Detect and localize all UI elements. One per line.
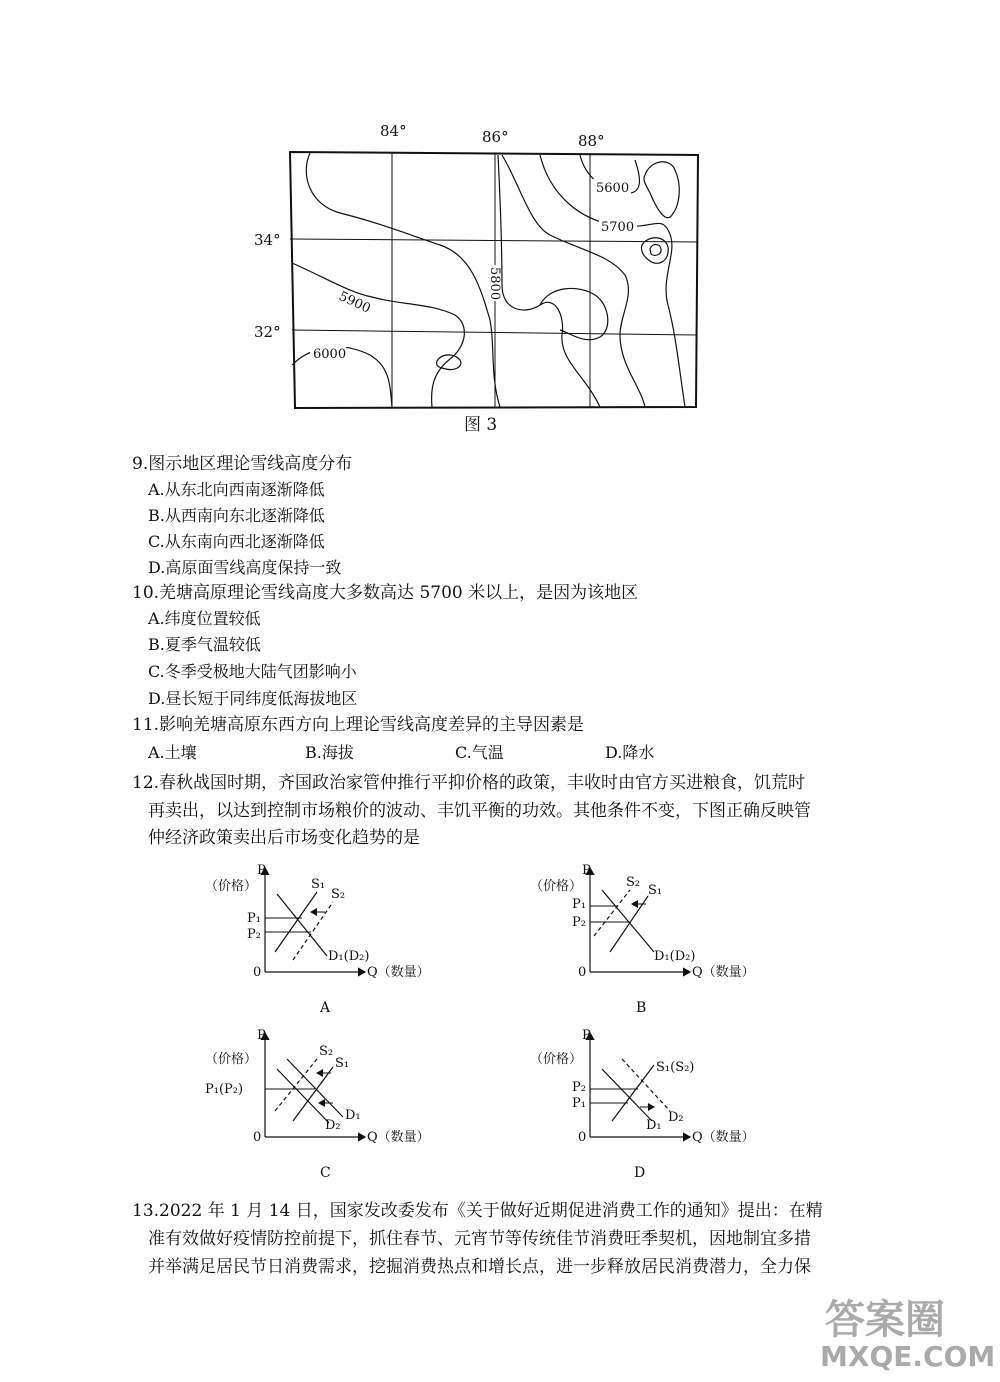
question-11-stem: 11.影响羌塘高原东西方向上理论雪线高度差异的主导因素是 — [132, 715, 585, 735]
q-axis-label: Q（数量） — [692, 965, 755, 980]
question-12-line-2: 再卖出，以达到控制市场粮价的波动、丰饥平衡的功效。其他条件不变，下图正确反映管 — [148, 801, 811, 821]
question-10-option-a: A.纬度位置较低 — [148, 609, 261, 628]
graph-d — [530, 1025, 780, 1185]
s1-label: S₁ — [648, 883, 663, 898]
d2-label: D₂ — [325, 1118, 341, 1133]
closed-contour-east-inner — [650, 245, 661, 256]
watermark-site: MXQE.COM — [820, 1340, 996, 1373]
p2-label: P₂ — [572, 1080, 586, 1095]
contour-5800a — [498, 155, 600, 407]
contour-label-5600: 5600 — [596, 181, 630, 196]
question-11-option-c: C.气温 — [455, 743, 504, 762]
question-10-option-d: D.昼长短于同纬度低海拔地区 — [148, 689, 358, 708]
figure-caption: 图 3 — [464, 415, 498, 435]
p1-label: P₁ — [247, 911, 261, 926]
question-11-option-b: B.海拔 — [305, 743, 354, 762]
graph-letter: C — [320, 1165, 331, 1181]
contour-5900b — [306, 153, 500, 407]
origin-label: 0 — [578, 1130, 587, 1145]
contour-label-6000: 6000 — [313, 347, 347, 362]
question-11-option-d: D.降水 — [605, 743, 655, 762]
s1-label: S₁ — [311, 877, 326, 892]
supply-curve — [612, 1065, 654, 1121]
price-label: （价格） — [530, 879, 583, 894]
latitude-label-34: 34° — [254, 231, 281, 249]
question-11-option-a: A.土壤 — [148, 743, 197, 762]
p-axis-label: P — [582, 863, 591, 878]
d-label: D₁(D₂) — [654, 949, 696, 964]
question-10-stem: 10.羌塘高原理论雪线高度大多数高达 5700 米以上，是因为该地区 — [132, 583, 639, 603]
contour-map — [240, 115, 710, 435]
question-13-line-2: 准有效做好疫情防控前提下，抓住春节、元宵节等传统佳节消费旺季契机，因地制宜多措 — [148, 1229, 811, 1249]
p2-label: P₂ — [572, 915, 586, 930]
graph-letter: A — [320, 1000, 331, 1016]
latitude-label-32: 32° — [254, 323, 281, 341]
graph-b — [530, 860, 780, 1020]
question-9-option-a: A.从东北向西南逐渐降低 — [148, 480, 325, 499]
p-axis-label: P — [257, 1028, 266, 1043]
graph-a — [205, 860, 455, 1020]
question-10-option-b: B.夏季气温较低 — [148, 635, 261, 654]
longitude-label-88: 88° — [578, 132, 605, 150]
d1-label: D₁ — [345, 1108, 361, 1123]
supply-curve-s2 — [293, 902, 333, 960]
s2-label: S₂ — [331, 887, 346, 902]
graph-c — [205, 1025, 455, 1185]
supply-curve-s2 — [594, 890, 630, 936]
question-12-line-1: 12.春秋战国时期，齐国政治家管仲推行平抑价格的政策，丰收时由官方买进粮食，饥荒时 — [132, 773, 806, 793]
closed-contour-south — [437, 355, 461, 370]
question-13-line-3: 并举满足居民节日消费需求，挖掘消费热点和增长点，进一步释放居民消费潜力，全力保 — [148, 1257, 811, 1277]
contour-5600b — [644, 162, 679, 218]
contour-label-5800: 5800 — [487, 267, 502, 301]
question-9-stem: 9.图示地区理论雪线高度分布 — [132, 454, 353, 474]
supply-curve-s1 — [293, 1067, 333, 1121]
s2-label: S₂ — [626, 875, 641, 890]
graph-letter: B — [636, 1000, 647, 1016]
s1-label: S₁ — [335, 1056, 350, 1071]
origin-label: 0 — [253, 965, 262, 980]
p-axis-label: P — [582, 1028, 591, 1043]
question-9-option-b: B.从西南向东北逐渐降低 — [148, 506, 325, 525]
s-label: S₁(S₂) — [656, 1060, 695, 1075]
p1-label: P₁ — [572, 1096, 586, 1111]
longitude-label-86: 86° — [482, 128, 509, 146]
question-13-line-1: 13.2022 年 1 月 14 日，国家发改委发布《关于做好近期促进消费工作的通知》提出：在精 — [132, 1201, 823, 1221]
longitude-label-84: 84° — [380, 122, 407, 140]
price-label: （价格） — [205, 879, 258, 894]
origin-label: 0 — [253, 1130, 262, 1145]
q-axis-label: Q（数量） — [367, 1130, 430, 1145]
d-label: D₁(D₂) — [328, 949, 370, 964]
question-10-option-c: C.冬季受极地大陆气团影响小 — [148, 662, 357, 681]
graph-letter: D — [634, 1165, 646, 1181]
p-axis-label: P — [257, 863, 266, 878]
q-axis-label: Q（数量） — [692, 1130, 755, 1145]
price-label: （价格） — [530, 1052, 583, 1067]
contour-label-5900: 5900 — [336, 289, 373, 317]
d2-label: D₂ — [668, 1110, 684, 1125]
price-label: （价格） — [205, 1052, 258, 1067]
contour-5700b — [540, 288, 608, 339]
p1-label: P₁ — [572, 897, 586, 912]
contour-label-5700: 5700 — [601, 220, 635, 235]
question-9-option-c: C.从东南向西北逐渐降低 — [148, 532, 325, 551]
q-axis-label: Q（数量） — [367, 965, 430, 980]
parallel-34 — [290, 239, 698, 242]
origin-label: 0 — [578, 965, 587, 980]
s2-label: S₂ — [319, 1044, 334, 1059]
watermark-brand: 答案圈 — [825, 1297, 945, 1343]
question-9-option-d: D.高原面雪线高度保持一致 — [148, 558, 342, 577]
contour-5900a — [292, 263, 464, 407]
p-label: P₁(P₂) — [205, 1082, 244, 1097]
question-12-line-3: 仲经济政策卖出后市场变化趋势的是 — [148, 828, 420, 848]
p2-label: P₂ — [247, 927, 261, 942]
supply-curve-s1 — [275, 892, 317, 952]
d1-label: D₁ — [646, 1118, 662, 1133]
